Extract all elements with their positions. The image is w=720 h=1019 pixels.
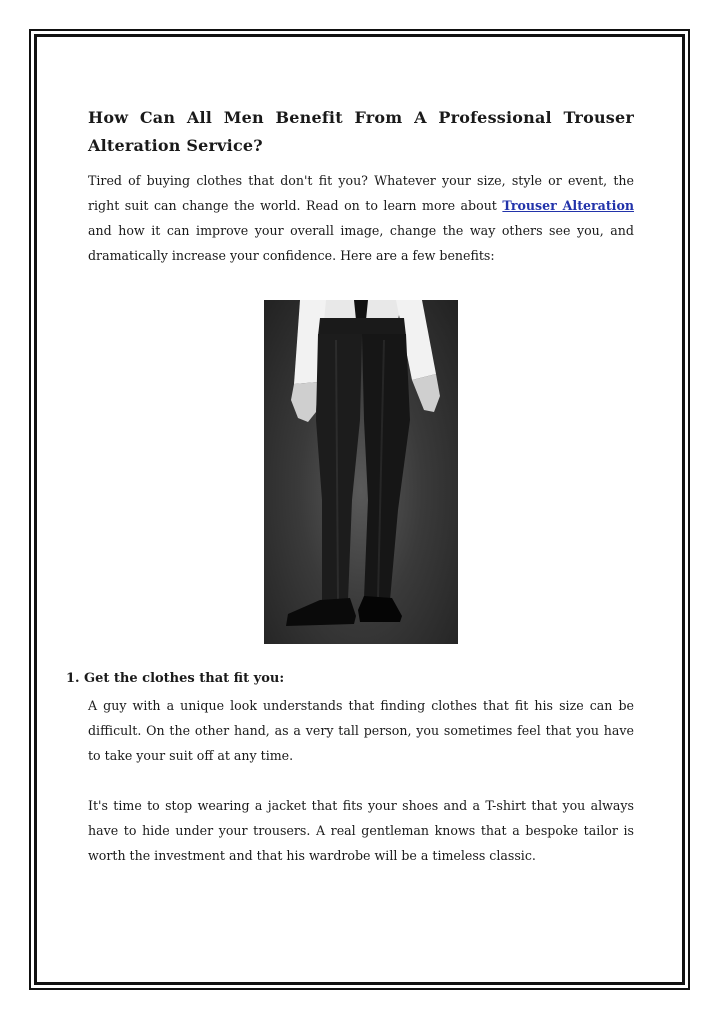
section-1-heading (66, 666, 284, 691)
trousers-illustration (264, 300, 458, 644)
intro-paragraph (88, 168, 634, 268)
article-header (88, 104, 634, 160)
intro-text-before-link: Tired of buying clothes that don't fit you? Whatever your size, style or event, the right suit can change the world. Read on to learn more about (88, 173, 634, 213)
trousers-photo (264, 300, 458, 644)
intro-section (88, 168, 634, 268)
page-title: How Can All Men Benefit From A Professional Trouser Alteration Service? (88, 108, 634, 155)
section-1-body (88, 693, 634, 768)
trouser-alteration-link[interactable]: Trouser Alteration (502, 198, 635, 213)
section-1-body-2 (88, 793, 634, 868)
section-1-number: 1. (66, 671, 80, 686)
section-1-title: Get the clothes that fit you: (84, 671, 285, 686)
section-1-paragraph-1: A guy with a unique look understands that finding clothes that fit his size can be difficult. On the other hand, as a very tall person, you sometimes feel that you have to take your suit off at any time. (88, 698, 634, 763)
section-1-paragraph-2: It's time to stop wearing a jacket that fits your shoes and a T-shirt that you always have to hide under your trousers. A real gentleman knows that a bespoke tailor is worth the investment and that his wardrobe will be a timeless classic. (88, 798, 634, 863)
intro-text-after-link: and how it can improve your overall image, change the way others see you, and dramatically increase your confidence. Here are a few benefits: (88, 223, 634, 263)
